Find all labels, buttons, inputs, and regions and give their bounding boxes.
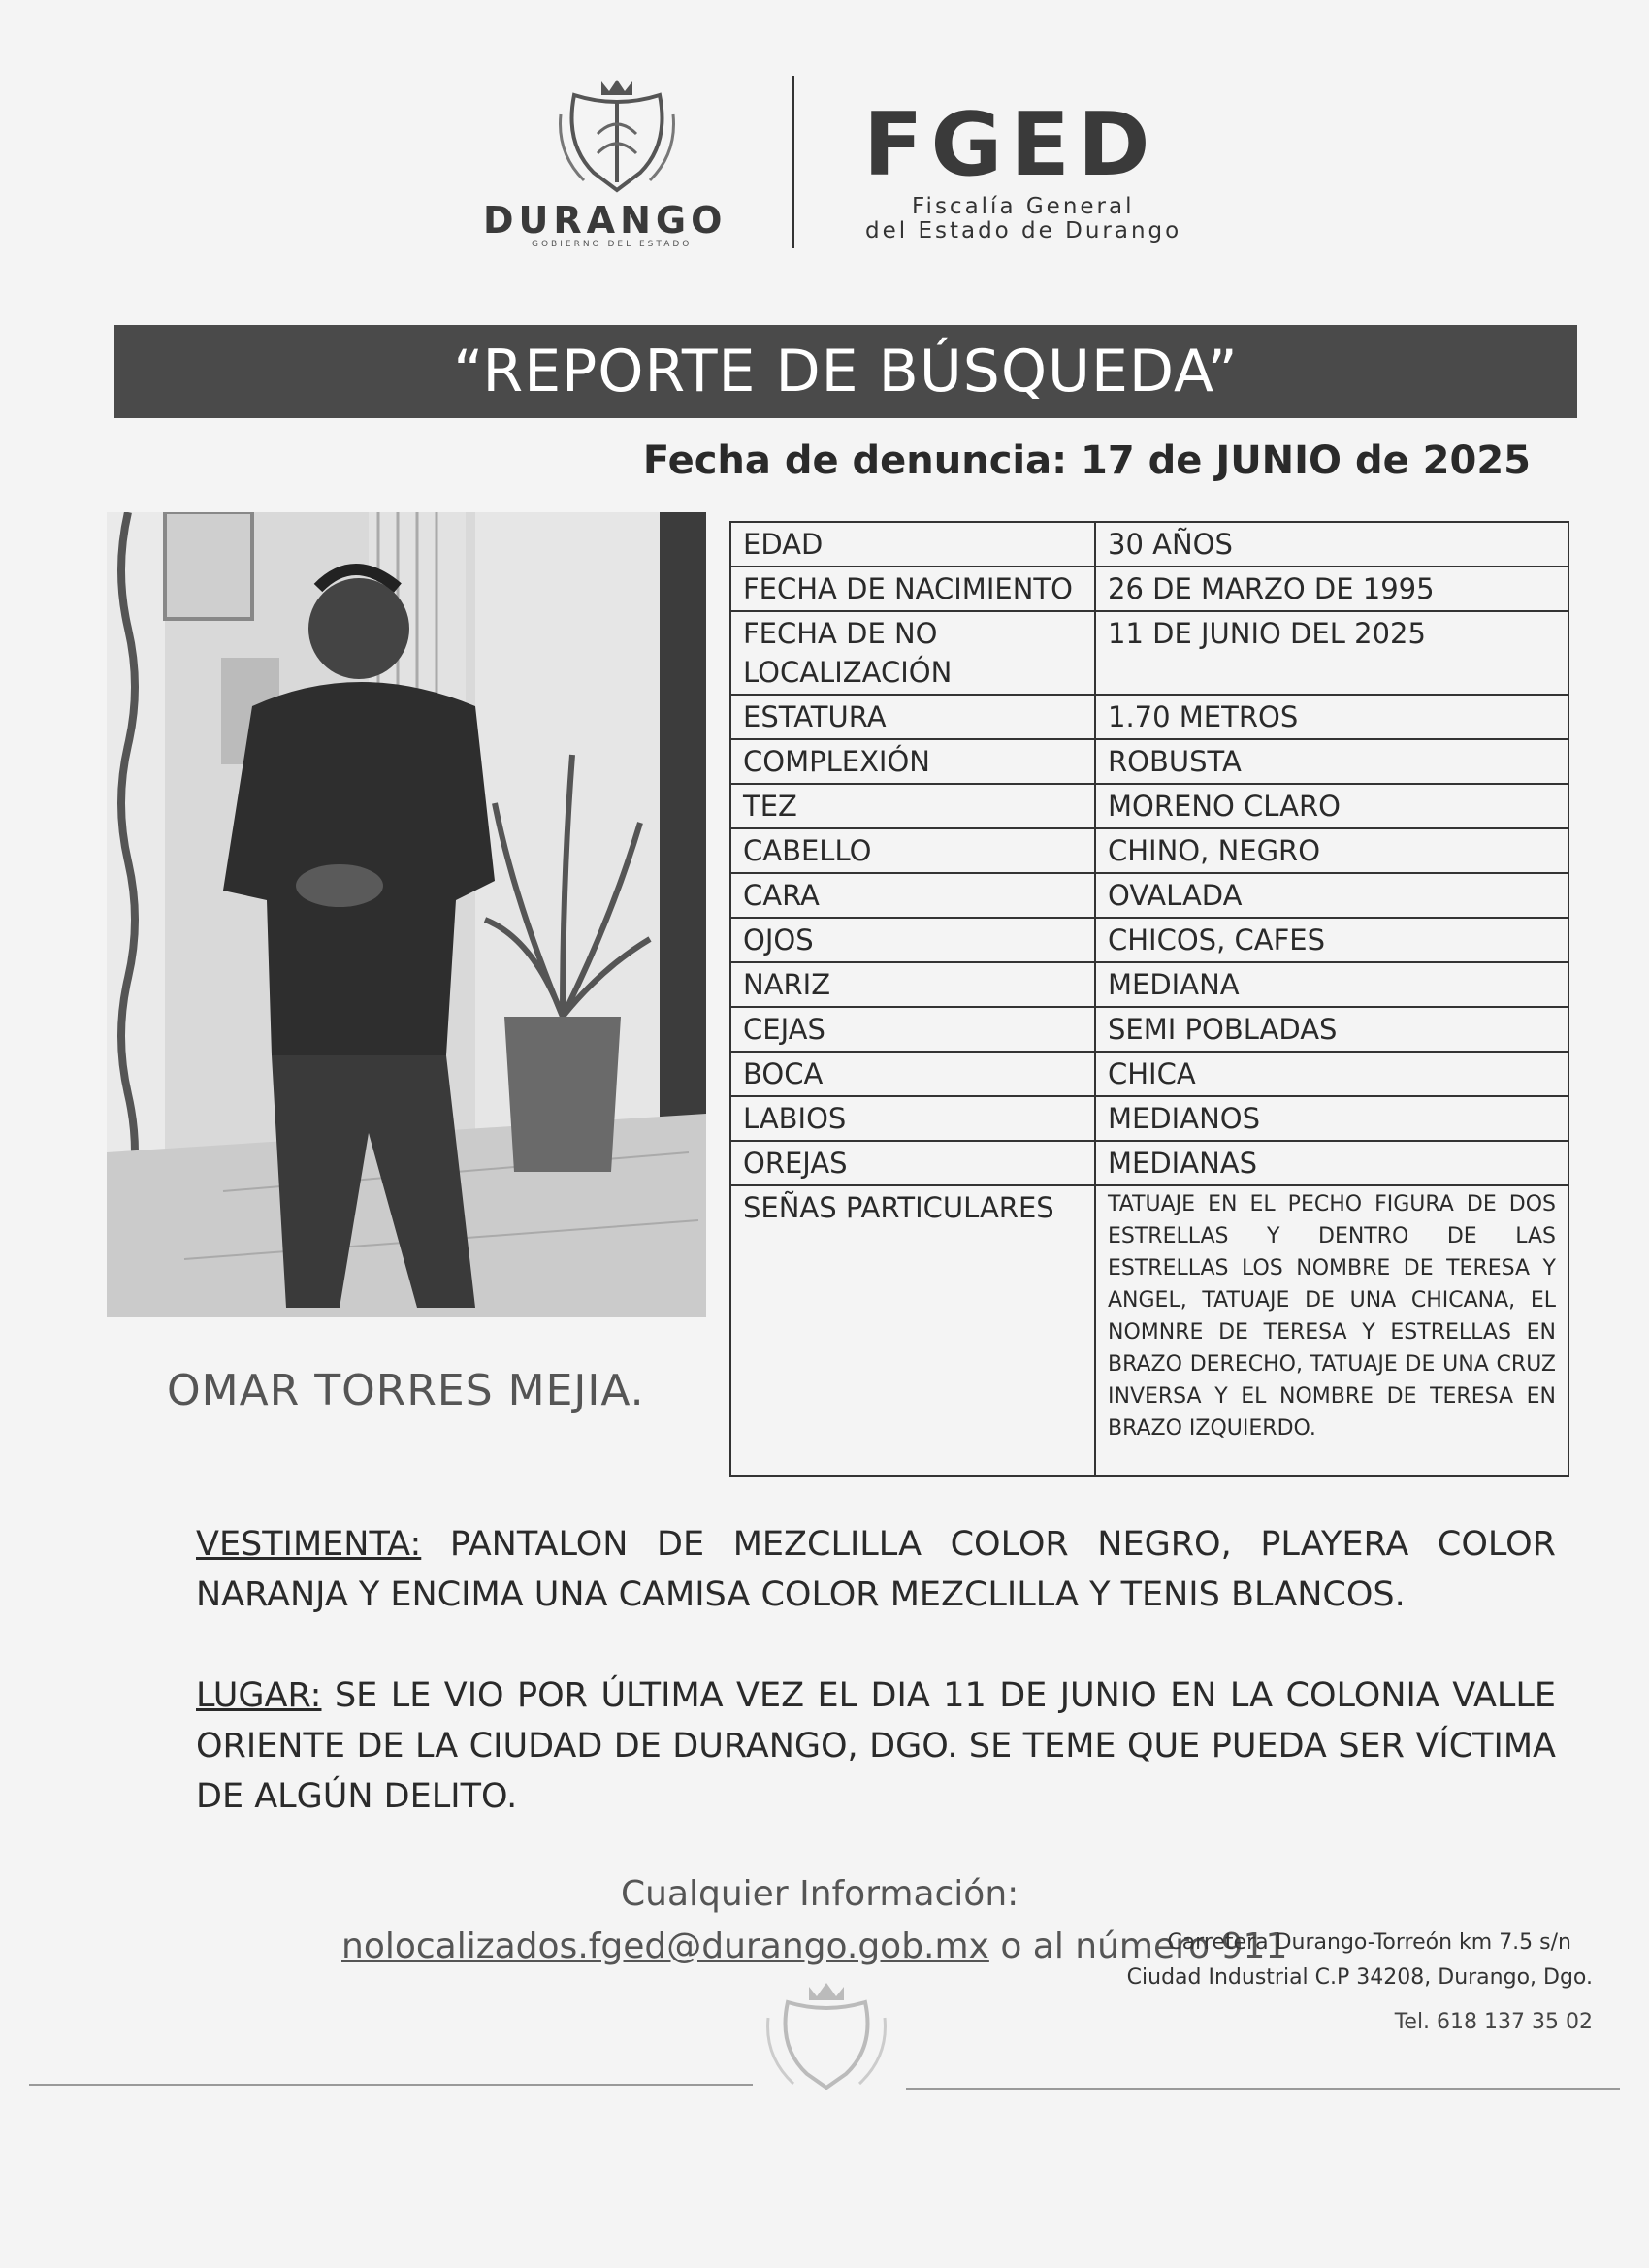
row-value-nose: MEDIANA	[1095, 962, 1568, 1007]
contact-heading: Cualquier Información:	[621, 1874, 1019, 1914]
table-row	[730, 784, 1568, 828]
row-value-complexion: MORENO CLARO	[1095, 784, 1568, 828]
row-value-mouth: CHICA	[1095, 1052, 1568, 1096]
agency-name-line1: Fiscalía General	[912, 194, 1135, 219]
address-phone: Tel. 618 137 35 02	[1394, 2010, 1593, 2034]
missing-person-photo	[107, 512, 706, 1317]
row-value-ears: MEDIANAS	[1095, 1141, 1568, 1185]
clothing-text: PANTALON DE MEZCLILLA COLOR NEGRO, PLAYERA COLOR NARANJA Y ENCIMA UNA CAMISA COLOR MEZCLILLA Y TENIS BLANCOS.	[196, 1525, 1556, 1614]
row-value-eyes: CHICOS, CAFES	[1095, 918, 1568, 962]
row-label-hair: CABELLO	[730, 828, 1095, 873]
clothing-label: VESTIMENTA:	[196, 1525, 422, 1564]
durango-coat-of-arms-icon	[555, 76, 679, 196]
row-label-distinguishing-marks: SEÑAS PARTICULARES	[730, 1185, 1095, 1476]
row-value-eyebrows: SEMI POBLADAS	[1095, 1007, 1568, 1052]
table-row	[730, 1185, 1568, 1476]
footer-rule-right	[906, 2088, 1620, 2090]
row-value-birthdate: 26 DE MARZO DE 1995	[1095, 567, 1568, 611]
location-section	[196, 1670, 1556, 1822]
durango-wordmark: DURANGO	[483, 199, 728, 242]
agency-name-line2: del Estado de Durango	[865, 218, 1182, 243]
table-row	[730, 1141, 1568, 1185]
table-row	[730, 522, 1568, 567]
table-row	[730, 828, 1568, 873]
row-label-birthdate: FECHA DE NACIMIENTO	[730, 567, 1095, 611]
row-label-eyes: OJOS	[730, 918, 1095, 962]
address-line2: Ciudad Industrial C.P 34208, Durango, Dgo.	[1126, 1965, 1593, 1990]
contact-email-link[interactable]: nolocalizados.fged@durango.gob.mx	[341, 1927, 989, 1966]
table-row	[730, 611, 1568, 695]
row-label-height: ESTATURA	[730, 695, 1095, 739]
row-label-ears: OREJAS	[730, 1141, 1095, 1185]
missing-person-name: OMAR TORRES MEJIA.	[167, 1366, 645, 1415]
row-label-build: COMPLEXIÓN	[730, 739, 1095, 784]
fged-logo-text: FGED	[863, 94, 1158, 196]
table-row	[730, 918, 1568, 962]
table-row	[730, 1007, 1568, 1052]
footer-rule-left	[29, 2084, 753, 2086]
row-label-age: EDAD	[730, 522, 1095, 567]
row-value-build: ROBUSTA	[1095, 739, 1568, 784]
row-label-missing-date: FECHA DE NO LOCALIZACIÓN	[730, 611, 1095, 695]
row-value-face: OVALADA	[1095, 873, 1568, 918]
table-row	[730, 1096, 1568, 1141]
row-label-nose: NARIZ	[730, 962, 1095, 1007]
clothing-section	[196, 1519, 1556, 1620]
contact-phone-text: o al número 911	[1000, 1927, 1288, 1966]
row-label-mouth: BOCA	[730, 1052, 1095, 1096]
table-row	[730, 739, 1568, 784]
report-date: Fecha de denuncia: 17 de JUNIO de 2025	[642, 438, 1531, 483]
table-row	[730, 873, 1568, 918]
row-value-distinguishing-marks: TATUAJE EN EL PECHO FIGURA DE DOS ESTRELLAS Y DENTRO DE LAS ESTRELLAS LOS NOMBRE DE TERESA Y ANGEL, TATUAJE DE UNA CHICANA, EL NOMNRE DE TERESA Y ESTRELLAS EN BRAZO DERECHO, TATUAJE DE UNA CRUZ INVERSA Y EL NOMBRE DE TERESA EN BRAZO IZQUIERDO.	[1095, 1185, 1568, 1476]
contact-line	[341, 1927, 1287, 1966]
header-divider	[792, 76, 794, 248]
row-value-missing-date: 11 DE JUNIO DEL 2025	[1095, 611, 1568, 695]
report-title: “REPORTE DE BÚSQUEDA”	[114, 325, 1577, 418]
row-value-hair: CHINO, NEGRO	[1095, 828, 1568, 873]
address-line1: Carretera Durango-Torreón km 7.5 s/n	[1167, 1930, 1571, 1955]
table-row	[730, 567, 1568, 611]
durango-subtitle: GOBIERNO DEL ESTADO	[532, 240, 693, 249]
table-row	[730, 695, 1568, 739]
row-label-eyebrows: CEJAS	[730, 1007, 1095, 1052]
row-value-age: 30 AÑOS	[1095, 522, 1568, 567]
table-row	[730, 1052, 1568, 1096]
location-text: SE LE VIO POR ÚLTIMA VEZ EL DIA 11 DE JUNIO EN LA COLONIA VALLE ORIENTE DE LA CIUDAD DE DURANGO, DGO. SE TEME QUE PUEDA SER VÍCTIMA DE ALGÚN DELITO.	[196, 1676, 1556, 1816]
physical-description-table	[729, 521, 1569, 1477]
table-row	[730, 962, 1568, 1007]
row-label-face: CARA	[730, 873, 1095, 918]
row-label-complexion: TEZ	[730, 784, 1095, 828]
row-value-lips: MEDIANOS	[1095, 1096, 1568, 1141]
location-label: LUGAR:	[196, 1676, 322, 1715]
footer-seal-icon	[759, 1979, 894, 2095]
row-label-lips: LABIOS	[730, 1096, 1095, 1141]
row-value-height: 1.70 METROS	[1095, 695, 1568, 739]
